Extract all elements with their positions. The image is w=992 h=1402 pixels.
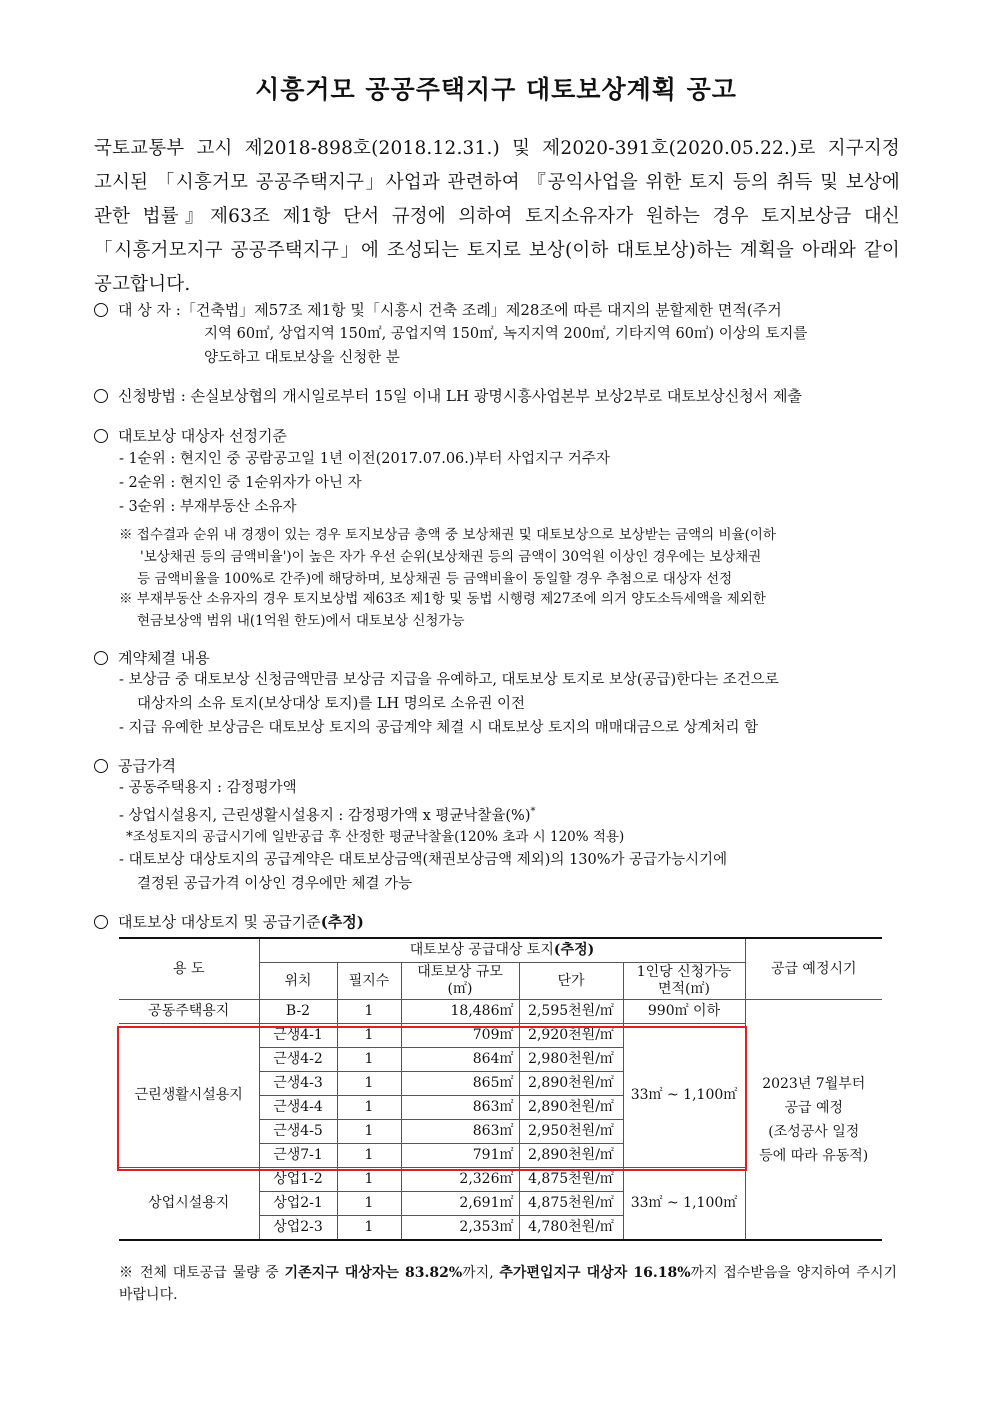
footer-text: ※ 전체 대토공급 물량 중 bbox=[119, 1265, 285, 1281]
header-area: 1인당 신청가능 면적(㎡) bbox=[623, 963, 745, 1000]
cell-price: 4,875천원/㎡ bbox=[519, 1168, 623, 1192]
criteria-item: - 1순위 : 현지인 중 공람공고일 1년 이전(2017.07.06.)부터 사업지구 거주자 bbox=[119, 451, 610, 467]
header-schedule: 공급 예정시기 bbox=[745, 938, 882, 1000]
footer-text: 까지 접수받음을 양지하여 주시기 바랍니다. bbox=[119, 1265, 897, 1303]
method-section bbox=[94, 384, 802, 408]
cell-size: 2,691㎡ bbox=[401, 1192, 519, 1216]
cell-location: 상업2-1 bbox=[259, 1192, 337, 1216]
cell-use: 근린생활시설용지 bbox=[119, 1024, 259, 1168]
cell-count: 1 bbox=[337, 1192, 401, 1216]
price-section bbox=[94, 754, 176, 778]
cell-location: 상업2-3 bbox=[259, 1216, 337, 1241]
note-line: 현금보상액 범위 내(1억원 한도)에서 대토보상 신청가능 bbox=[137, 613, 465, 629]
cell-location: B-2 bbox=[259, 1000, 337, 1024]
cell-count: 1 bbox=[337, 1048, 401, 1072]
schedule-line: 2023년 7월부터 bbox=[762, 1075, 866, 1092]
cell-use: 상업시설용지 bbox=[119, 1168, 259, 1241]
cell-price: 2,920천원/㎡ bbox=[519, 1024, 623, 1048]
price-item: 결정된 공급가격 이상인 경우에만 체결 가능 bbox=[137, 876, 413, 892]
cell-price: 2,950천원/㎡ bbox=[519, 1120, 623, 1144]
header-location: 위치 bbox=[259, 963, 337, 1000]
contract-list bbox=[119, 668, 779, 740]
footer-bold: 기존지구 대상자는 83.82% bbox=[284, 1265, 463, 1281]
cell-size: 863㎡ bbox=[401, 1096, 519, 1120]
cell-area: 33㎡ ~ 1,100㎡ bbox=[623, 1168, 745, 1241]
price-item-text: - 상업시설용지, 근린생활시설용지 : 감정평가액 x 평균낙찰율(%) bbox=[119, 807, 531, 824]
schedule-line: 등에 따라 유동적) bbox=[759, 1147, 869, 1164]
cell-count: 1 bbox=[337, 1144, 401, 1168]
supply-table bbox=[119, 937, 882, 1241]
header-group-bold: (추정) bbox=[553, 942, 595, 958]
cell-price: 2,890천원/㎡ bbox=[519, 1096, 623, 1120]
contract-item: - 지급 유예한 보상금은 대토보상 토지의 공급계약 체결 시 대토보상 토지의 매매대금으로 상계처리 함 bbox=[119, 720, 759, 736]
cell-count: 1 bbox=[337, 1120, 401, 1144]
header-group bbox=[259, 938, 745, 963]
cell-size: 2,353㎡ bbox=[401, 1216, 519, 1241]
cell-price: 2,890천원/㎡ bbox=[519, 1144, 623, 1168]
table-heading-bold: (추정) bbox=[320, 913, 364, 931]
intro-paragraph: 국토교통부 고시 제2018-898호(2018.12.31.) 및 제2020-391호(2020.05.22.)로 지구지정 고시된 「시흥거모 공공주택지구」사업과 관련하여 『공익사업을 위한 토지 등의 취득 및 보상에 관한 법률』제63조 제1항 단서 규정에 의하여 토지소유자가 원하는 경우 토지보상금 대신 「시흥거모지구 공공주택지구」에 조성되는 토지로 보상(이하 대토보상)하는 계획을 아래와 같이 공고합니다. bbox=[94, 138, 900, 295]
contract-item: 대상자의 소유 토지(보상대상 토지)를 LH 명의로 소유권 이전 bbox=[137, 696, 526, 712]
contract-heading: 계약체결 내용 bbox=[118, 649, 210, 667]
cell-area: 990㎡ 이하 bbox=[623, 1000, 745, 1024]
cell-size: 709㎡ bbox=[401, 1024, 519, 1048]
cell-price: 4,780천원/㎡ bbox=[519, 1216, 623, 1241]
cell-location: 상업1-2 bbox=[259, 1168, 337, 1192]
note-line: '보상채권 등의 금액비율')이 높은 자가 우선 순위(보상채권 등의 금액이 30억원 이상인 경우에는 보상채권 bbox=[140, 549, 762, 565]
cell-schedule bbox=[745, 1000, 882, 1241]
cell-use: 공동주택용지 bbox=[119, 1000, 259, 1024]
cell-location: 근생4-5 bbox=[259, 1120, 337, 1144]
table-heading: 대토보상 대상토지 및 공급기준 bbox=[118, 913, 321, 931]
cell-size: 2,326㎡ bbox=[401, 1168, 519, 1192]
cell-location: 근생4-4 bbox=[259, 1096, 337, 1120]
price-list bbox=[119, 776, 535, 828]
cell-location: 근생4-1 bbox=[259, 1024, 337, 1048]
schedule-line: (조성공사 일정 bbox=[768, 1123, 860, 1140]
contract-item: - 보상금 중 대토보상 신청금액만큼 보상금 지급을 유예하고, 대토보상 토지로 보상(공급)한다는 조건으로 bbox=[119, 672, 779, 688]
target-line-2: 지역 60㎡, 상업지역 150㎡, 공업지역 150㎡, 녹지지역 200㎡, 기타지역 60㎡) 이상의 토지를 bbox=[204, 326, 808, 342]
footer-text: 까지, bbox=[462, 1265, 500, 1281]
criteria-item: - 3순위 : 부재부동산 소유자 bbox=[119, 499, 297, 515]
cell-count: 1 bbox=[337, 1072, 401, 1096]
circle-bullet-icon bbox=[94, 759, 108, 773]
footer-bold: 추가편입지구 대상자 16.18% bbox=[499, 1265, 691, 1281]
price-item bbox=[119, 800, 535, 828]
target-continuation bbox=[204, 322, 807, 370]
header-count: 필지수 bbox=[337, 963, 401, 1000]
cell-size: 863㎡ bbox=[401, 1120, 519, 1144]
price-list-2 bbox=[119, 848, 727, 896]
circle-bullet-icon bbox=[94, 651, 108, 665]
target-line-3: 양도하고 대토보상을 신청한 분 bbox=[204, 350, 400, 366]
cell-count: 1 bbox=[337, 1216, 401, 1241]
price-heading: 공급가격 bbox=[118, 757, 176, 775]
cell-size: 791㎡ bbox=[401, 1144, 519, 1168]
header-price: 단가 bbox=[519, 963, 623, 1000]
page-title: 시흥거모 공공주택지구 대토보상계획 공고 bbox=[255, 75, 737, 104]
cell-count: 1 bbox=[337, 1024, 401, 1048]
cell-price: 2,890천원/㎡ bbox=[519, 1072, 623, 1096]
table-section bbox=[94, 910, 364, 934]
criteria-section bbox=[94, 424, 287, 448]
note-line: 등 금액비율을 100%로 간주)에 해당하며, 보상채권 등 금액비율이 동일할 경우 추첨으로 대상자 선정 bbox=[137, 571, 733, 587]
header-group-text: 대토보상 공급대상 토지 bbox=[409, 942, 554, 958]
criteria-heading: 대토보상 대상자 선정기준 bbox=[118, 427, 287, 445]
footer-note bbox=[119, 1262, 897, 1306]
note-line: ※ 접수결과 순위 내 경쟁이 있는 경우 토지보상금 총액 중 보상채권 및 대토보상으로 보상받는 금액의 비율(이하 bbox=[119, 527, 776, 543]
circle-bullet-icon bbox=[94, 915, 108, 929]
price-item: - 대토보상 대상토지의 공급계약은 대토보상금액(채권보상금액 제외)의 130%가 공급가능시기에 bbox=[119, 852, 728, 868]
cell-price: 4,875천원/㎡ bbox=[519, 1192, 623, 1216]
cell-location: 근생4-3 bbox=[259, 1072, 337, 1096]
cell-price: 2,595천원/㎡ bbox=[519, 1000, 623, 1024]
cell-count: 1 bbox=[337, 1168, 401, 1192]
contract-section bbox=[94, 646, 210, 670]
price-item: - 공동주택용지 : 감정평가액 bbox=[119, 780, 297, 796]
circle-bullet-icon bbox=[94, 389, 108, 403]
cell-location: 근생4-2 bbox=[259, 1048, 337, 1072]
cell-area: 33㎡ ~ 1,100㎡ bbox=[623, 1024, 745, 1168]
circle-bullet-icon bbox=[94, 303, 108, 317]
target-line-1: 대 상 자 :「건축법」제57조 제1항 및「시흥시 건축 조례」제28조에 따른 대지의 분할제한 면적(주거 bbox=[118, 301, 782, 319]
schedule-line: 공급 예정 bbox=[784, 1099, 844, 1116]
criteria-item: - 2순위 : 현지인 중 1순위자가 아닌 자 bbox=[119, 475, 362, 491]
circle-bullet-icon bbox=[94, 429, 108, 443]
criteria-note-2 bbox=[119, 588, 766, 632]
cell-size: 18,486㎡ bbox=[401, 1000, 519, 1024]
criteria-list bbox=[119, 447, 610, 519]
header-size: 대토보상 규모(㎡) bbox=[401, 963, 519, 1000]
header-use: 용 도 bbox=[119, 938, 259, 1000]
cell-price: 2,980천원/㎡ bbox=[519, 1048, 623, 1072]
footnote-mark: * bbox=[530, 806, 536, 817]
criteria-note-1 bbox=[119, 524, 776, 590]
method-text: 신청방법 : 손실보상협의 개시일로부터 15일 이내 LH 광명시흥사업본부 보상2부로 대토보상신청서 제출 bbox=[118, 387, 803, 405]
cell-count: 1 bbox=[337, 1096, 401, 1120]
price-note: *조성토지의 공급시기에 일반공급 후 산정한 평균낙찰율(120% 초과 시 120% 적용) bbox=[126, 829, 625, 845]
note-line: ※ 부재부동산 소유자의 경우 토지보상법 제63조 제1항 및 동법 시행령 제27조에 의거 양도소득세액을 제외한 bbox=[119, 591, 766, 607]
target-section bbox=[94, 298, 782, 322]
table-row bbox=[119, 1000, 882, 1024]
cell-location: 근생7-1 bbox=[259, 1144, 337, 1168]
cell-size: 864㎡ bbox=[401, 1048, 519, 1072]
cell-count: 1 bbox=[337, 1000, 401, 1024]
cell-size: 865㎡ bbox=[401, 1072, 519, 1096]
